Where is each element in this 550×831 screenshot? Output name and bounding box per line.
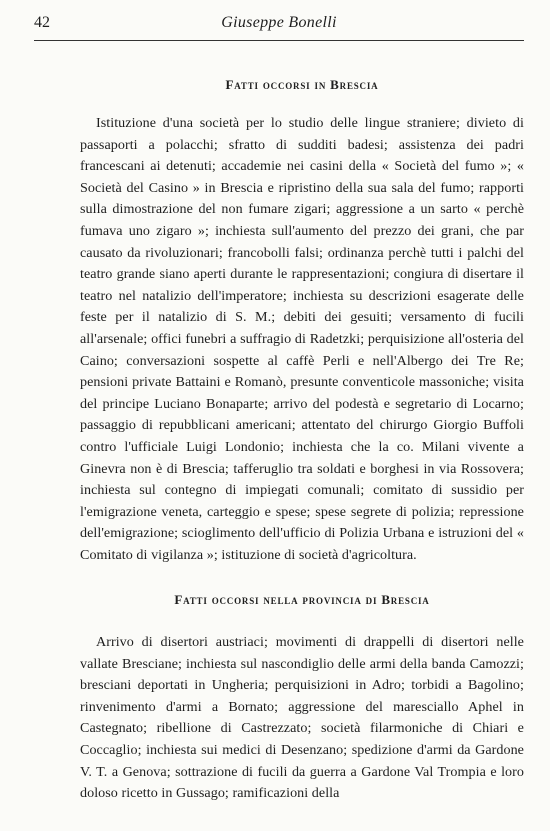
page-number: 42 xyxy=(34,14,50,31)
section-provincia-brescia xyxy=(80,592,524,805)
page-header xyxy=(34,14,524,40)
section-body: Istituzione d'una società per lo studio delle lingue straniere; divieto di passaporti a polacchi; sfratto di sudditi badesi; assistenza dei padri francescani ai detenuti; accademie nei casini della « Società del fumo »; « Società del Casino » in Brescia e ripristino della sua sala del fumo; rapporti sulla dimostrazione del non fumare zigari; aggressione a un sarto « perchè fumava uno zigaro »; inchiesta sull'aumento del prezzo dei grani, che par causato da rivoluzionari; francobolli falsi; ordinanza perchè tutti i palchi del teatro grande siano aperti durante le rappresentazioni; congiura di disertare il teatro nel natalizio dell'imperatore; inchiesta su descrizioni esagerate delle feste per il natalizio di S. M.; debiti dei gesuiti; versamento di fucili all'arsenale; offici funebri a suffragio di Radetzki; perquisizione all'osteria del Caino; conversazioni sospette al caffè Perli e nell'Albergo dei Tre Re; pensioni private Battaini e Romanò, presunte conventicole massoniche; visita del principe Luciano Bonaparte; arrivo del podestà e segretario di Locarno; passaggio di repubblicani americani; attentato del chirurgo Giorgio Buffoli contro l'ufficiale Luigi Londonio; inchiesta che la co. Milani vivente a Ginevra non è di Brescia; tafferuglio tra soldati e borghesi in via Rossovera; inchiesta sul contegno di impiegati comunali; comitato di sussidio per l'emigrazione veneta, carteggio e spese; spese segrete di polizia; repressione dell'emigrazione; scioglimento dell'ufficio di Polizia Urbana e istruzioni del « Comitato di vigilanza »; istituzione di società d'agricoltura. xyxy=(80,115,524,563)
section-body: Arrivo di disertori austriaci; movimenti di drappelli di disertori nelle vallate Bresciane; inchiesta sul nascondiglio delle armi della banda Camozzi; bresciani deportati in Ungheria; perquisizioni in Adro; torbidi a Bagolino; rinvenimento d'armi a Bornato; aggressione del maresciallo Aphel in Castegnato; ribellione di Castrezzato; società filarmoniche di Chiari e Coccaglio; inchiesta sui medici di Desenzano; spedizione d'armi da Gardone V. T. a Genova; sottrazione di fucili da guerra a Gardone Val Trompia e loro doloso ricetto in Gussago; ramificazioni della xyxy=(80,634,524,802)
header-rule xyxy=(34,40,524,41)
section-heading: Fatti occorsi nella provincia di Brescia xyxy=(174,592,430,607)
section-heading: Fatti occorsi in Brescia xyxy=(225,77,379,92)
section-brescia xyxy=(80,77,524,566)
running-head: Giuseppe Bonelli xyxy=(221,14,337,31)
